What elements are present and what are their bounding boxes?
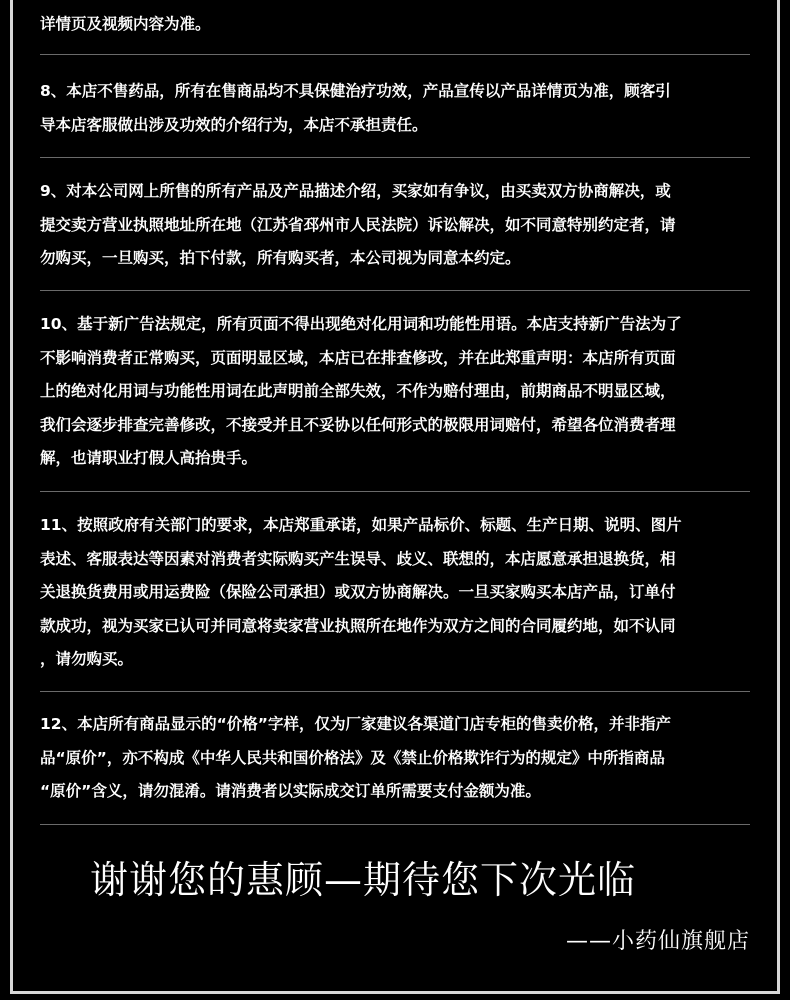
notice-line: 我们会逐步排查完善修改，不接受并且不妥协以任何形式的极限用词赔付，希望各位消费者理 (40, 415, 676, 434)
divider (40, 824, 750, 825)
notice-line: 提交卖方营业执照地址所在地（江苏省邳州市人民法院）诉讼解决，如不同意特别约定者，请 (40, 215, 676, 234)
notice-line: 勿购买，一旦购买，拍下付款，所有购买者，本公司视为同意本约定。 (40, 249, 521, 267)
notice-line: 9、对本公司网上所售的所有产品及产品描述介绍，买家如有争议，由买卖双方协商解决，或 (40, 182, 671, 200)
notice-item-11 (40, 509, 750, 677)
divider (40, 157, 750, 158)
notice-line: 11、按照政府有关部门的要求，本店郑重承诺，如果产品标价、标题、生产日期、说明、图片 (40, 516, 682, 534)
notice-line: “原价”含义，请勿混淆。请消费者以实际成交订单所需要支付金额为准。 (40, 782, 541, 800)
notice-line: ，请勿购买。 (40, 650, 134, 668)
thank-you-heading: 谢谢您的惠顾—期待您下次光临 (90, 858, 637, 902)
notice-line: 12、本店所有商品显示的“价格”字样，仅为厂家建议各渠道门店专柜的售卖价格，并非指产 (40, 715, 671, 733)
notice-line: 不影响消费者正常购买，页面明显区域，本店已在排查修改，并在此郑重声明：本店所有页面 (40, 348, 676, 367)
notice-item-9 (40, 175, 750, 276)
notice-line: 关退换货费用或用运费险（保险公司承担）或双方协商解决。一旦买家购买本店产品，订单付 (40, 583, 676, 601)
divider (40, 491, 750, 492)
divider (40, 54, 750, 55)
notice-line: 款成功，视为买家已认可并同意将卖家营业执照所在地作为双方之间的合同履约地，如不认同 (40, 616, 676, 635)
notice-line: 表述、客服表达等因素对消费者实际购买产生误导、歧义、联想的，本店愿意承担退换货，相 (40, 549, 676, 568)
notice-line: 品“原价”，亦不构成《中华人民共和国价格法》及《禁止价格欺诈行为的规定》中所指商品 (40, 748, 665, 767)
notice-line: 上的绝对化用词与功能性用词在此声明前全部失效，不作为赔付理由，前期商品不明显区域， (40, 382, 676, 400)
notice-line: 解，也请职业打假人高抬贵手。 (40, 449, 258, 467)
notice-item-12 (40, 708, 750, 809)
notice-line: 导本店客服做出涉及功效的介绍行为，本店不承担责任。 (40, 115, 428, 134)
notice-line: 10、基于新广告法规定，所有页面不得出现绝对化用词和功能性用语。本店支持新广告法为了 (40, 315, 682, 333)
notice-item-10 (40, 308, 750, 476)
notice-line: 8、本店不售药品，所有在售商品均不具保健治疗功效，产品宣传以产品详情页为准，顾客引 (40, 82, 671, 100)
divider (40, 290, 750, 291)
notice-intro-tail: 详情页及视频内容为准。 (40, 15, 211, 33)
notice-frame (10, 0, 780, 994)
notice-item-8 (40, 75, 750, 142)
divider (40, 691, 750, 692)
shop-signature: ——小药仙旗舰店 (565, 929, 750, 954)
